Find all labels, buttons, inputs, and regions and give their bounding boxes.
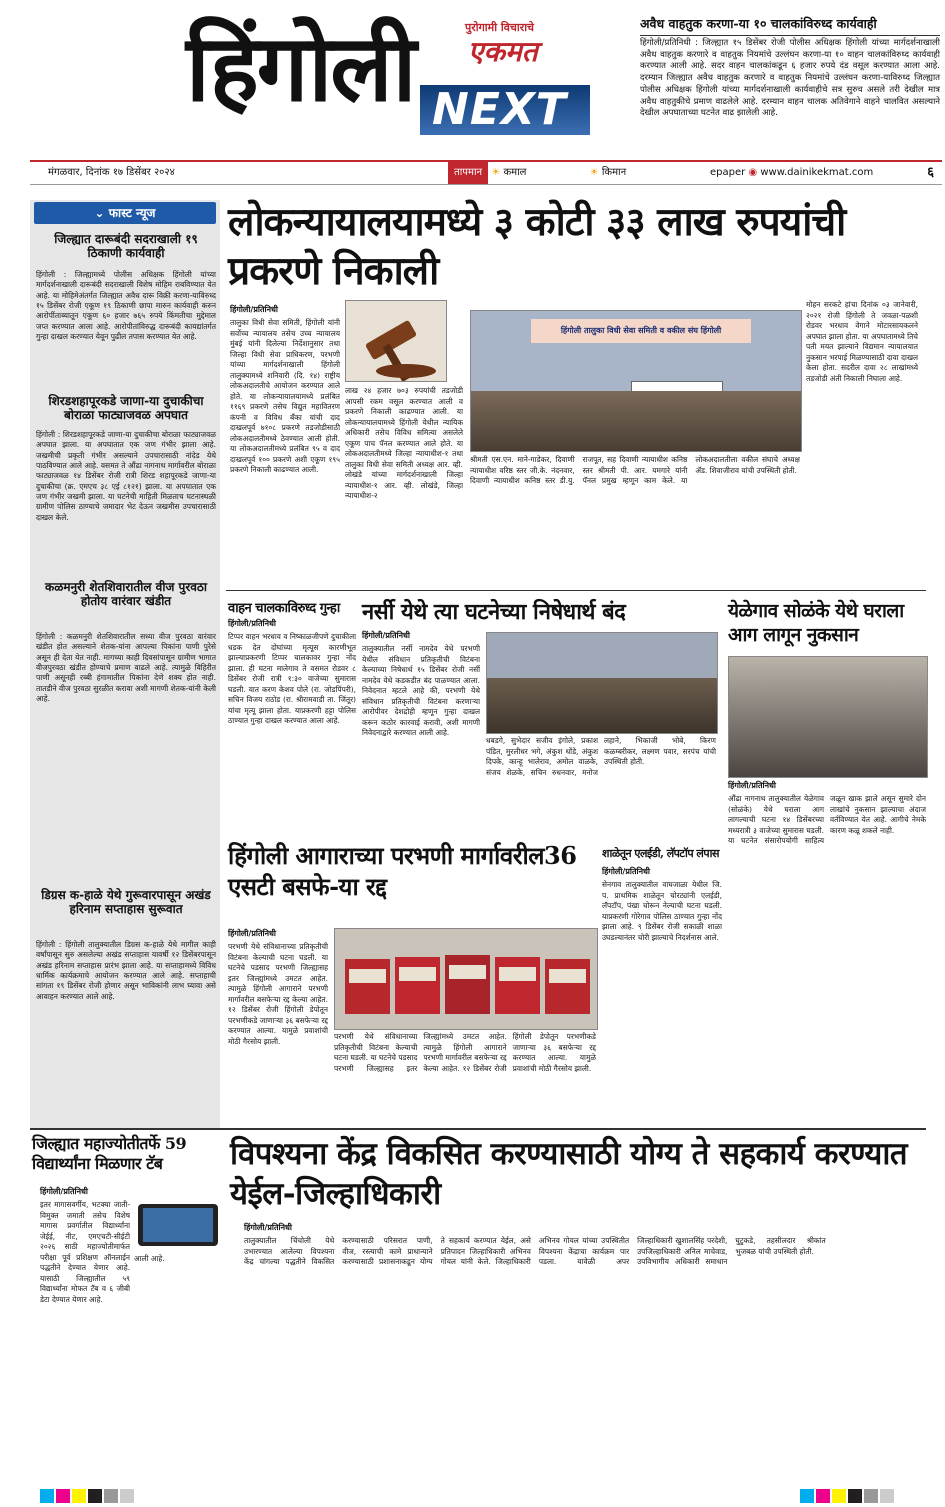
min-temp-label: किमान xyxy=(601,167,627,178)
story-body-theft: सेनगाव तालुक्यातील वाघजाळा येथील जि. प. प्राथमिक शाळेतून चोरट्यांनी एलईडी, लॅपटॉप, पंखा चोरून नेल्याची घटना घडली. याप्रकरणी गोरेगाव पोलिस ठाण्यात गुन्हा नोंद झाला आहे. ९ डिसेंबर रोजी सकाळी शाळा उघडल्यानंतर चोरी झाल्याचे निदर्शनास आले. xyxy=(602,880,722,942)
story-headline-theft: शाळेतून एलईडी, लॅपटॉप लंपास xyxy=(602,847,719,860)
gavel-photo xyxy=(345,300,447,382)
fast-news-header xyxy=(34,202,216,224)
story-byline-narsi: हिंगोली/प्रतिनिधी xyxy=(362,631,411,640)
globe-icon: ◉ xyxy=(748,167,758,178)
story-body-vehicle: टिप्पर वाहन भरधाव व निष्काळजीपणे दुचाकीला धडक देत दोघांच्या मृत्यूस कारणीभूत झाल्याप्रकरणी टिप्पर चालकावर गुन्हा नोंद झाला. ही घटना मालेगाव ते वसमत रोडवर ८ डिसेंबर रोजी रात्री १:३० वाजेच्या सुमारास घडली. यात करण केशव पोले (रा. जोडपिंपरी), सचिन विजय राठोड (रा. श्रीरामवाडी ता. जिंतूर) यांचा मृत्यू झाला होता. याप्रकरणी हट्टा पोलिस ठाण्यात गुन्हा दाखल करण्यात आला आहे. xyxy=(228,632,356,726)
masthead-title: हिंगोली xyxy=(186,14,415,122)
sidebar-body-3: हिंगोली : कळमनुरी शेतशिवारातील सध्या वीज पुरवठा वारंवार खंडीत होत असल्याने शेतक-यांना आपल्या पिकांना पाणी पुरेसे असून ही देता येत नाही. मागच्या काही दिवसांपासून ग्रामीण भागात वीजपुरवठा खंडीत होण्याचे प्रमाण वाढले आहे. त्यामुळे विहिरीत पाणी असूनही रब्बी हंगामातील पिकांना देणे शक्य होत नाही. तातडीने वीज पुरवठा सुरळीत करावा अशी मागणी शेतक-यांनी केली आहे. xyxy=(36,632,216,704)
dateline-bar xyxy=(30,160,942,185)
sidebar-body-1: हिंगोली : जिल्ह्यामध्ये पोलीस अधिक्षक हिंगोली यांच्या मार्गदर्शनाखाली दारूबंदी सदराखाली विशेष मोहिम राबविण्यात येत आहे. या मोहिमेअंतर्गत जिल्ह्यात अवैध दारू विक्री करणा-याविरुध्द १५ डिसेंबर रोजी एकूण १९ ठिकाणी छापा मारुन कार्यवाही करुन आरोपींताब्यातून एकूण ६० हजार ७६५ रुपये किंमतीचा मुद्देमाल जप्त करण्यात आला आहे. आरोपीतांविरुद्ध दारूबंदी कायद्यांतर्गत गुन्हा दाखल करण्यात येवून पुढील तपास करण्यात येत आहे. xyxy=(36,270,216,342)
lead-col-1: तालुका विधी सेवा समिती, हिंगोली यांनी सर्वोच्च न्यायालय तसेच उच्च न्यायालय मुंबई यांनी दिलेल्या निर्देशानुसार तथा जिल्हा विधी सेवा प्राधिकरण, परभणी यांच्या मार्गदर्शनाखाली हिंगोली तालुक्यामध्ये शनिवारी (दि. १४) राष्ट्रीय लोकअदालतीचे आयोजन करण्यात आले होते. या लोकन्यायालयामध्ये प्रलंबित ११६९ प्रकरणे तसेच विद्युत महावितरण कंपनी व विविध बँका यांची दाद दाखलपूर्व ७१०८ प्रकरणे तडजोडीसाठी लोकअदालतीमध्ये ठेवण्यात आली होती. या लोकअदालतीमध्ये प्रलंबित ९५ व दाद दाखलपूर्व १०० प्रकरणे अशी एकूण १९५ प्रकरणे निकाली काढण्यात आली. xyxy=(230,318,340,475)
story-headline-narsi: नर्सी येथे त्या घटनेच्या निषेधार्थ बंद xyxy=(362,599,626,625)
bus-photo-caption: परभणी येथे संविधानाच्या प्रतिकृतीची विटंबना केल्याची घटना घडली. या घटनेचे पडसाद परभणी जिल्ह्यासह इतर जिल्ह्यांमध्ये उमटत आहेत. त्यामुळे हिंगोली आगाराने परभणी मार्गावरील बसफेऱ्या रद्द केल्या आहेत. १२ डिसेंबर रोजी हिंगोली डेपोतून परभणीकडे जाणाऱ्या ३६ बसफेऱ्या रद्द करण्यात आल्या. यामुळे प्रवाशांची मोठी गैरसोय झाली. xyxy=(334,1032,596,1073)
story-headline-bus: हिंगोली आगाराच्या परभणी मार्गावरील36 एसटी बसफे-या रद्द xyxy=(228,841,577,902)
story-body-bus: परभणी येथे संविधानाच्या प्रतिकृतीची विटंबना केल्याची घटना घडली. या घटनेचे पडसाद परभणी जिल्ह्यासह इतर जिल्ह्यांमध्ये उमटत आहेत. त्यामुळे हिंगोली आगाराने परभणी मार्गावरील बसफेऱ्या रद्द केल्या आहेत. १२ डिसेंबर रोजी हिंगोली डेपोतून परभणीकडे जाणाऱ्या ३६ बसफेऱ्या रद्द करण्यात आल्या. यामुळे प्रवाशांची मोठी गैरसोय झाली. xyxy=(228,942,328,1046)
epaper-url: www.dainikekmat.com xyxy=(760,167,874,178)
lead-photo xyxy=(470,310,802,452)
tagline: पुरोगामी विचाराचे xyxy=(465,21,535,34)
weather-strip xyxy=(448,162,626,184)
photo-banner: हिंगोली तालुका विधी सेवा समिती व वकील संघ हिंगोली xyxy=(531,319,751,343)
print-color-bar xyxy=(40,1488,136,1507)
bus-icon xyxy=(335,929,597,1029)
print-color-bar xyxy=(800,1488,896,1507)
story-body-narsi: तालुक्यातील नर्सी नामदेव येथे परभणी येथील संविधान प्रतिकृतीची विटंबना केल्याच्या निषेधार्थ १५ डिसेंबर रोजी नर्सी नामदेव येथे कडकडीत बंद पाळण्यात आला. निवेदनात म्हटले आहे की, परभणी येथे संविधान प्रतिकृतीची विटंबना करणाऱ्या आरोपीवर देशद्रोही म्हणून गुन्हा दाखल करून कठोर कारवाई करावी, अशी मागणी निवेदनाद्वारे करण्यात आली आहे. xyxy=(362,644,480,738)
sidebar-headline-2: शिरडशहापूरकडे जाणा-या दुचाकीचा बोराळा फाट्याजवळ अपघात xyxy=(48,394,204,423)
tablet-image xyxy=(134,1200,224,1250)
story-body-tabs-2: आली आहे. xyxy=(134,1254,165,1263)
weather-label: तापमान xyxy=(448,162,488,184)
story-byline-bus: हिंगोली/प्रतिनिधी xyxy=(228,929,277,938)
story-byline-fire: हिंगोली/प्रतिनिधी xyxy=(728,781,777,790)
tablet-icon xyxy=(134,1200,224,1250)
gavel-icon xyxy=(346,301,446,381)
page-number: ६ xyxy=(927,165,934,180)
lead-byline: हिंगोली/प्रतिनिधी xyxy=(230,305,279,314)
sun-icon: ☀ xyxy=(589,167,599,178)
story-body-fire: औंढा नागनाथ तालुक्यातील येळेगाव (सोळंके) येथे घराला आग लागल्याची घटना १४ डिसेंबरच्या मध्यरात्री ३ वाजेच्या सुमारास घडली. या घटनेत संसारोपयोगी साहित्य जळून खाक झाले असून सुमारे दोन लाखांचे नुकसान झाल्याचा अंदाज वर्तविण्यात येत आहे. आगीचे नेमके कारण कळू शकले नाही. xyxy=(728,794,926,846)
story-byline-vipassana: हिंगोली/प्रतिनिधी xyxy=(244,1223,293,1232)
sidebar-headline-4: डिग्रस क-हाळे येथे गुरूवारपासून अखंड हरिनाम सप्ताहास सुरूवात xyxy=(41,888,211,917)
lead-col-right: मोहन सरकटे हांचा दिनांक ०३ जानेवारी, २०२१ रोजी हिंगोली ते जवळा-पळशी रोडवर भरधाव वेगाने मोटारसायकलने अपघात झाला होता. या अपघातामध्ये तिचे पती मयत झाल्याने विद्यमान न्यायालयात नुकसान भरपाई मिळण्यासाठी दावा दाखल केला होता. सदरील दावा २८ लाखांमध्ये तडजोडी अंती निकाली निघाला आहे. xyxy=(806,300,918,383)
story-headline-vipassana: विपश्यना केंद्र विकसित करण्यासाठी योग्य ते सहकार्य करण्यात येईल-जिल्हाधिकारी xyxy=(230,1136,908,1213)
people-group xyxy=(471,391,801,451)
story-byline-theft: हिंगोली/प्रतिनिधी xyxy=(602,867,651,876)
story-body-tabs: इतर मागासवर्गीय, भटक्या जाती-विमुक्त जमाती तसेच विशेष मागास प्रवर्गातील विद्यार्थ्यांना जेईई, नीट, एमएचटी-सीईटी २०२६ साठी महाज्योतीमार्फत परीक्षा पूर्व प्रशिक्षण ऑनलाईन पद्धतीने देण्यात येणार आहे. यासाठी जिल्ह्यातील ५९ विद्यार्थ्यांना मोफत टॅब व ६ जीबी डेटा देण्यात येणार आहे. xyxy=(40,1200,130,1304)
story-headline-tabs: जिल्ह्यात महाज्योतीतर्फे 59 विद्यार्थ्यांना मिळणार टॅब xyxy=(32,1134,187,1173)
sidebar-body-2: हिंगोली : शिरडशहापूरकडे जाणा-या दुचाकीचा बोराळा फाट्याजवळ अपघात झाला. या अपघातात एक जण गंभीर झाला आहे. जखमीची प्रकृती गंभीर असल्याने उपचारासाठी नांदेड येथे पाठविण्यात आले आहे. वसमत ते औंढा नागनाथ मार्गावरील बोराळा फाट्याजवळ १४ डिसेंबर रोजी रात्री शिरड शहापूरकडे जाणा-या दुचाकीचा (क्र. एमएच ३८ एई ८१२१) झाला. या अपघातात एक जण गंभीर जखमी झाला. या घटनेची माहिती मिळताच घटनास्थळी ग्रामीण पोलिस ठाण्याचे जमादार भेट देऊन जखमीस उपचारासाठी दाखल केले. xyxy=(36,430,216,522)
fire-photo xyxy=(728,656,928,778)
story-body-vipassana: तालुक्यातील चिंचोली येथे उभारण्यात आलेल्या विपश्यना केंद्र चांगल्या पद्धतीने विकसित करण्यासाठी परिसरात पाणी, वीज, रस्त्याची कामे प्राधान्याने करण्यासाठी प्रशासनाकडून योग्य ते सहकार्य करण्यात येईल, असे प्रतिपादन जिल्हाधिकारी अभिनव गोयल यांनी केले. जिल्हाधिकारी अभिनव गोयल यांच्या उपस्थितीत विपश्यना केंद्राचा कार्यक्रम पार पडला. यावेळी अपर जिल्हाधिकारी खुशालसिंह परदेशी, उपजिल्हाधिकारी अनिल माचेवाड, उपविभागीय अधिकारी समाधान घुटुकडे, तहसीलदार श्रीकांत भुजबळ यांची उपस्थिती होती. xyxy=(244,1236,826,1267)
chevron-down-icon: ⌄ xyxy=(94,206,109,220)
top-news-headline: अवैध वाहतुक करणा-या १० चालकांविरुध्द कार्यवाही xyxy=(640,15,940,36)
epaper-link[interactable] xyxy=(710,162,873,184)
epaper-label: epaper xyxy=(710,167,746,178)
story-headline-fire: येळेगाव सोळंके येथे घराला आग लागून नुकसान xyxy=(728,600,904,646)
sidebar-body-4: हिंगोली : हिंगोली तालुक्यातील डिग्रस क-हाळे येथे मागील काही वर्षांपासून सुरु असलेल्या अखंड सप्ताहास यावर्षी १२ डिसेंबरपासून अखंड हरिनाम सप्ताहास प्रारंभ झाला आहे. या सप्ताहामध्ये विविध धार्मिक कार्यक्रमाचे आयोजन करण्यात आले आहे. सप्ताहाची सांगता १९ डिसेंबर रोजी होणार असून भाविकांनी लाभ घ्यावा असे आवाहन करण्यात आले आहे. xyxy=(36,940,216,1001)
lead-col-2: लाख २४ हजार ७०३ रुपयांची तडजोडी आपसी रकम वसूल करण्यात आली व प्रकरणे निकाली काढण्यात आली. या लोकन्यायालयामध्ये हिंगोली येथील न्यायिक अधिकारी तसेच विविध समित्या असलेले एकूण पाच पॅनल करण्यात आले होते. या लोकअदालतीमध्ये जिल्हा न्यायाधीश-१ तथा तालुका विधी सेवा समिती अध्यक्ष आर. व्ही. लोखंडे यांच्या मार्गदर्शनाखाली जिल्हा न्यायाधीश-१ आर. व्ही. लोखंडे, जिल्हा न्यायाधीश-२ xyxy=(345,386,463,501)
fast-news-label: फास्ट न्यूज xyxy=(108,206,156,220)
narsi-photo xyxy=(486,632,718,734)
divider xyxy=(226,590,926,591)
divider xyxy=(30,1128,926,1130)
narsi-caption: धबडगे, सुभेदार सजीव इंगोले, प्रकाश पंडित, मुरलीधर भगे, अंकुश धोंडे, अंकुश दिपके, कान्हू भालेराव, अमोल वाळके, संजय शेळके, सचिन रुधनवार, मनोज लहाने, भिकाजी भोबे, किरण कळम्बरीकर, लक्ष्मण पवार, सरपंच यांची उपस्थिती होती. xyxy=(486,736,716,777)
max-temp-label: कमाल xyxy=(503,167,527,178)
sidebar-headline-3: कळमनुरी शेतशिवारातील वीज पुरवठा होतोय वारंवार खंडीत xyxy=(44,580,208,609)
top-news-body: हिंगोली/प्रतिनिधी : जिल्ह्यात १५ डिसेंबर रोजी पोलीस अधिक्षक हिंगोली यांच्या मार्गदर्शनाखाली अवैध वाहतुक करणारे व वाहतुक नियमांचे उल्लंघन करणा-या १० वाहन चालकांविरुध्द कार्यवाही करण्यात आली आहे. सदर वाहन चालकांकडून ६ हजार रुपये दंड वसूल करण्यात आला आहे. दरम्यान जिल्ह्यात अवैध वाहतुक करणारे व वाहतुक नियमांचे उल्लंघन करणा-याविरुध्द जिल्ह्यात पोलीस अधिक्षक हिंगोली यांच्या मार्गदर्शनाखाली कार्यवाहीचे सत्र सुरुच असले तरी देखील मात्र अवैध वाहतुकीचे प्रमाण वाढलेले आहे. दरम्यान वाहन चालक अतिवेगाने वाहने चालवित असल्याने देखील अपघाताच्या घटनेत वाढ झालेली आहे. xyxy=(640,38,940,119)
lead-headline: लोकन्यायालयामध्ये ३ कोटी ३३ लाख रुपयांची प्रकरणे निकाली xyxy=(228,199,846,294)
edition-logo: NEXT xyxy=(420,85,590,135)
people-group xyxy=(487,678,717,733)
sidebar-headline-1: जिल्ह्यात दारूबंदी सदराखाली १९ ठिकाणी कार्यवाही xyxy=(54,232,198,261)
brand-logo: एकमत xyxy=(468,35,538,68)
issue-date: मंगळवार, दिनांक १७ डिसेंबर २०२४ xyxy=(48,167,175,178)
story-byline-tabs: हिंगोली/प्रतिनिधी xyxy=(40,1187,89,1196)
lead-caption: श्रीमती एस.एन. माने-गाडेकर, दिवाणी न्यायाधीश वरिष्ठ स्तर जी.के. नंदनवार, दिवाणी न्यायाधीश कनिष्ठ स्तर डी.यु. राजपूत, सह दिवाणी न्यायाधीश कनिष्ठ स्तर श्रीमती पी. आर. यमगारे यांनी पॅनल प्रमुख म्हणून काम केले. या लोकअदालतीला वकील संघाचे अध्यक्ष ॲड. शिवाजीराव यांची उपस्थिती होती. xyxy=(470,455,800,486)
sun-icon: ☀ xyxy=(491,167,501,178)
story-headline-vehicle: वाहन चालकाविरुध्द गुन्हा xyxy=(228,601,340,616)
story-byline-vehicle: हिंगोली/प्रतिनिधी xyxy=(228,619,277,628)
bus-photo xyxy=(334,928,598,1030)
